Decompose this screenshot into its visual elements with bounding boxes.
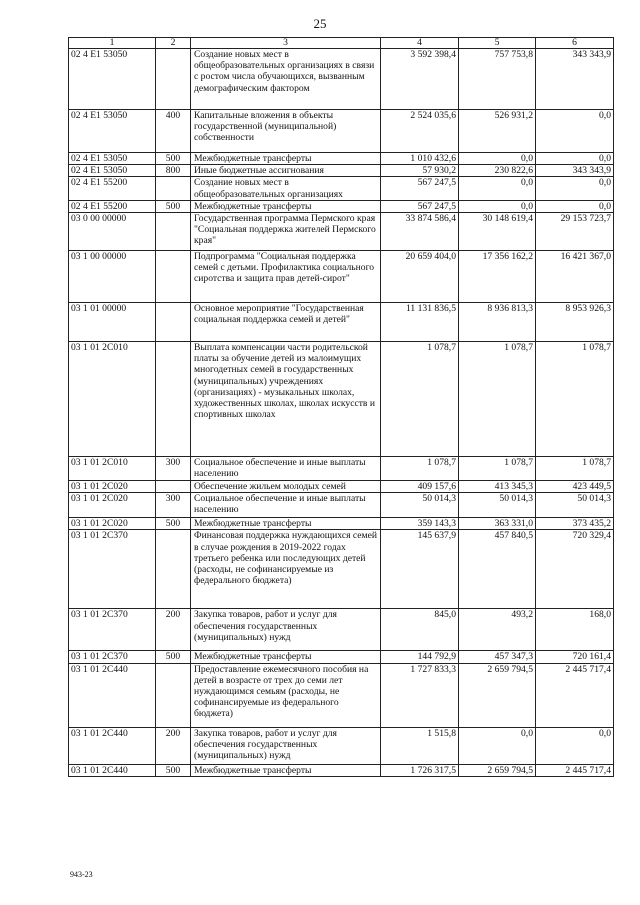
row-code: 02 4 E1 53050 <box>69 110 156 153</box>
row-expense-type <box>156 663 191 727</box>
row-code: 03 1 00 00000 <box>69 251 156 303</box>
row-code: 03 1 01 2C440 <box>69 764 156 776</box>
table-row <box>69 727 614 764</box>
row-expense-type <box>156 530 191 609</box>
row-value-2020: 457 347,3 <box>459 651 536 663</box>
row-value-2020: 457 840,5 <box>459 530 536 609</box>
row-value-2019: 11 131 836,5 <box>381 303 459 342</box>
column-header: 4 <box>381 38 459 49</box>
row-name: Создание новых мест в общеобразовательных организациях <box>191 177 381 200</box>
row-code: 02 4 E1 55200 <box>69 177 156 200</box>
row-value-2019: 2 524 035,6 <box>381 110 459 153</box>
row-code: 03 1 01 2C370 <box>69 609 156 651</box>
row-value-2020: 493,2 <box>459 609 536 651</box>
table-row <box>69 764 614 776</box>
row-code: 03 1 01 2C370 <box>69 651 156 663</box>
row-value-2021: 0,0 <box>536 110 614 153</box>
row-code: 03 1 01 00000 <box>69 303 156 342</box>
row-name: Капитальные вложения в объекты государственной (муниципальной) собственности <box>191 110 381 153</box>
row-expense-type <box>156 177 191 200</box>
footer-code: 943-23 <box>70 870 93 879</box>
row-code: 02 4 E1 53050 <box>69 49 156 110</box>
row-value-2020: 0,0 <box>459 153 536 165</box>
table-row <box>69 518 614 530</box>
row-value-2021: 0,0 <box>536 727 614 764</box>
row-code: 03 1 01 2C010 <box>69 342 156 457</box>
row-expense-type <box>156 303 191 342</box>
table-row <box>69 200 614 212</box>
row-value-2021: 720 329,4 <box>536 530 614 609</box>
row-expense-type: 500 <box>156 518 191 530</box>
row-value-2020: 0,0 <box>459 727 536 764</box>
column-header: 3 <box>191 38 381 49</box>
row-value-2021: 168,0 <box>536 609 614 651</box>
row-value-2019: 845,0 <box>381 609 459 651</box>
row-name: Иные бюджетные ассигнования <box>191 165 381 177</box>
row-value-2021: 720 161,4 <box>536 651 614 663</box>
row-code: 02 4 E1 53050 <box>69 153 156 165</box>
row-value-2019: 1 078,7 <box>381 457 459 481</box>
row-value-2021: 423 449,5 <box>536 481 614 493</box>
row-value-2019: 20 659 404,0 <box>381 251 459 303</box>
row-value-2019: 359 143,3 <box>381 518 459 530</box>
row-name: Межбюджетные трансферты <box>191 200 381 212</box>
row-value-2021: 2 445 717,4 <box>536 764 614 776</box>
row-code: 02 4 E1 55200 <box>69 200 156 212</box>
row-name: Выплата компенсации части родительской платы за обучение детей из малоимущих многодетных семей в государственных (муниципальных) учреждениях (организациях) - музыкальных школах, художественных школах, школах искусств и спортивных школах <box>191 342 381 457</box>
table-row <box>69 49 614 110</box>
row-expense-type: 300 <box>156 493 191 518</box>
row-value-2019: 567 247,5 <box>381 177 459 200</box>
table-row <box>69 663 614 727</box>
row-value-2021: 0,0 <box>536 153 614 165</box>
row-value-2021: 343 343,9 <box>536 49 614 110</box>
row-value-2019: 1 078,7 <box>381 342 459 457</box>
row-value-2019: 1 727 833,3 <box>381 663 459 727</box>
row-name: Закупка товаров, работ и услуг для обеспечения государственных (муниципальных) нужд <box>191 609 381 651</box>
row-value-2020: 17 356 162,2 <box>459 251 536 303</box>
row-expense-type: 200 <box>156 727 191 764</box>
row-value-2019: 409 157,6 <box>381 481 459 493</box>
row-name: Финансовая поддержка нуждающихся семей в случае рождения в 2019-2022 годах третьего ребенка или последующих детей (расходы, не софинансируемые из федерального бюджета) <box>191 530 381 609</box>
row-name: Межбюджетные трансферты <box>191 153 381 165</box>
row-value-2020: 757 753,8 <box>459 49 536 110</box>
row-expense-type: 500 <box>156 651 191 663</box>
row-code: 03 0 00 00000 <box>69 213 156 251</box>
row-value-2019: 33 874 586,4 <box>381 213 459 251</box>
row-value-2021: 50 014,3 <box>536 493 614 518</box>
row-name: Социальное обеспечение и иные выплаты населению <box>191 457 381 481</box>
row-name: Предоставление ежемесячного пособия на детей в возрасте от трех до семи лет нуждающимся семьям (расходы, не софинансируемые из федерального бюджета) <box>191 663 381 727</box>
row-expense-type: 400 <box>156 110 191 153</box>
row-name: Подпрограмма "Социальная поддержка семей с детьми. Профилактика социального сиротства и защита прав детей-сирот" <box>191 251 381 303</box>
row-expense-type <box>156 251 191 303</box>
table-row <box>69 457 614 481</box>
row-name: Создание новых мест в общеобразовательных организациях в связи с ростом числа обучающихся, вызванным демографическим фактором <box>191 49 381 110</box>
row-expense-type: 500 <box>156 200 191 212</box>
row-name: Обеспечение жильем молодых семей <box>191 481 381 493</box>
row-value-2020: 1 078,7 <box>459 342 536 457</box>
table-row <box>69 342 614 457</box>
row-code: 03 1 01 2C370 <box>69 530 156 609</box>
column-header: 6 <box>536 38 614 49</box>
row-value-2020: 230 822,6 <box>459 165 536 177</box>
table-row <box>69 481 614 493</box>
row-value-2020: 1 078,7 <box>459 457 536 481</box>
row-value-2021: 1 078,7 <box>536 457 614 481</box>
row-name: Закупка товаров, работ и услуг для обеспечения государственных (муниципальных) нужд <box>191 727 381 764</box>
row-name: Межбюджетные трансферты <box>191 518 381 530</box>
row-value-2019: 50 014,3 <box>381 493 459 518</box>
row-expense-type: 800 <box>156 165 191 177</box>
table-row <box>69 177 614 200</box>
table-row <box>69 213 614 251</box>
row-expense-type <box>156 213 191 251</box>
row-name: Государственная программа Пермского края "Социальная поддержка жителей Пермского края" <box>191 213 381 251</box>
row-value-2019: 57 930,2 <box>381 165 459 177</box>
column-header: 1 <box>69 38 156 49</box>
row-expense-type: 300 <box>156 457 191 481</box>
table-header-row <box>69 38 614 49</box>
table-row <box>69 651 614 663</box>
row-value-2020: 0,0 <box>459 200 536 212</box>
row-value-2019: 3 592 398,4 <box>381 49 459 110</box>
row-name: Межбюджетные трансферты <box>191 764 381 776</box>
row-code: 03 1 01 2C020 <box>69 493 156 518</box>
row-value-2020: 8 936 813,3 <box>459 303 536 342</box>
row-value-2019: 144 792,9 <box>381 651 459 663</box>
row-value-2020: 50 014,3 <box>459 493 536 518</box>
column-header: 5 <box>459 38 536 49</box>
row-value-2020: 0,0 <box>459 177 536 200</box>
row-value-2020: 2 659 794,5 <box>459 663 536 727</box>
row-value-2020: 413 345,3 <box>459 481 536 493</box>
row-expense-type <box>156 481 191 493</box>
row-value-2020: 30 148 619,4 <box>459 213 536 251</box>
row-value-2019: 567 247,5 <box>381 200 459 212</box>
row-value-2019: 145 637,9 <box>381 530 459 609</box>
row-expense-type: 200 <box>156 609 191 651</box>
table-row <box>69 609 614 651</box>
table-row <box>69 251 614 303</box>
row-expense-type <box>156 342 191 457</box>
column-header: 2 <box>156 38 191 49</box>
row-code: 03 1 01 2C440 <box>69 727 156 764</box>
row-value-2019: 1 726 317,5 <box>381 764 459 776</box>
row-expense-type <box>156 49 191 110</box>
row-code: 03 1 01 2C010 <box>69 457 156 481</box>
table-row <box>69 303 614 342</box>
row-value-2019: 1 515,8 <box>381 727 459 764</box>
table-row <box>69 153 614 165</box>
row-name: Социальное обеспечение и иные выплаты населению <box>191 493 381 518</box>
row-value-2021: 2 445 717,4 <box>536 663 614 727</box>
row-name: Межбюджетные трансферты <box>191 651 381 663</box>
table-row <box>69 110 614 153</box>
table-row <box>69 493 614 518</box>
row-expense-type: 500 <box>156 764 191 776</box>
row-value-2020: 526 931,2 <box>459 110 536 153</box>
row-code: 02 4 E1 53050 <box>69 165 156 177</box>
table-row <box>69 530 614 609</box>
row-value-2021: 29 153 723,7 <box>536 213 614 251</box>
row-value-2020: 2 659 794,5 <box>459 764 536 776</box>
row-expense-type: 500 <box>156 153 191 165</box>
table-row <box>69 165 614 177</box>
row-value-2021: 343 343,9 <box>536 165 614 177</box>
row-value-2021: 0,0 <box>536 177 614 200</box>
row-value-2021: 373 435,2 <box>536 518 614 530</box>
row-code: 03 1 01 2C440 <box>69 663 156 727</box>
row-value-2019: 1 010 432,6 <box>381 153 459 165</box>
row-name: Основное мероприятие "Государственная социальная поддержка семей и детей" <box>191 303 381 342</box>
row-value-2021: 16 421 367,0 <box>536 251 614 303</box>
row-value-2020: 363 331,0 <box>459 518 536 530</box>
row-value-2021: 0,0 <box>536 200 614 212</box>
row-code: 03 1 01 2C020 <box>69 481 156 493</box>
page-number: 25 <box>313 16 327 31</box>
budget-table <box>68 37 614 777</box>
row-code: 03 1 01 2C020 <box>69 518 156 530</box>
row-value-2021: 1 078,7 <box>536 342 614 457</box>
row-value-2021: 8 953 926,3 <box>536 303 614 342</box>
